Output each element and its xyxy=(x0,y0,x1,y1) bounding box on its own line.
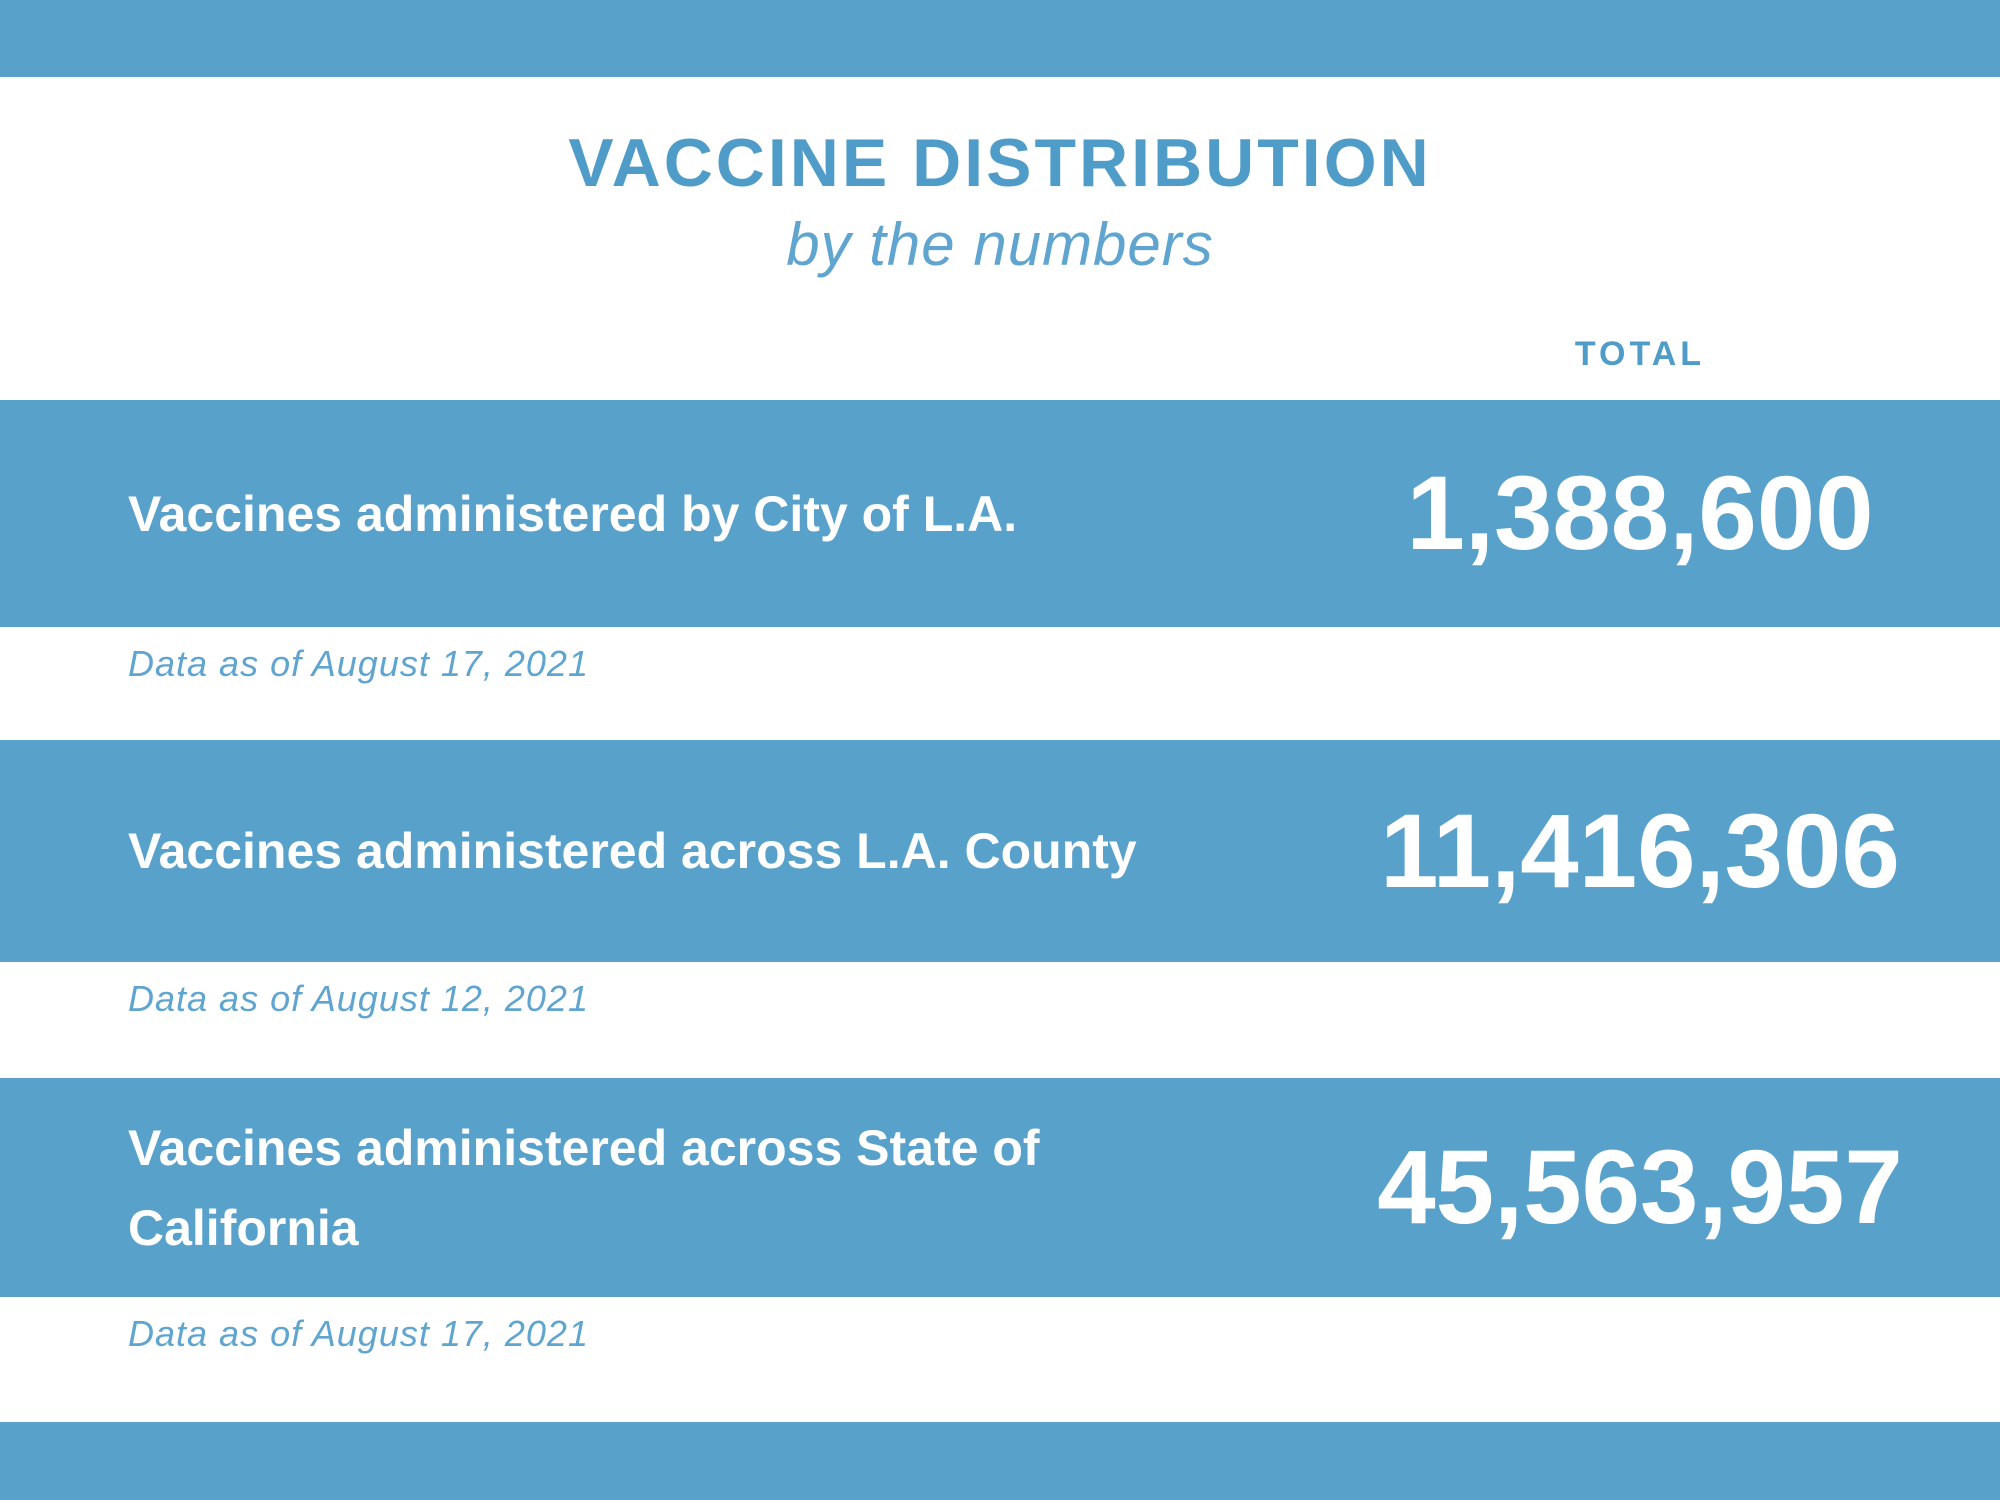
row-city-of-la-total: 1,388,600 xyxy=(1406,455,1874,572)
row-city-of-la-note-area xyxy=(0,627,2000,740)
row-city-of-la xyxy=(0,400,2000,627)
row-city-of-la-label: Vaccines administered by City of L.A. xyxy=(128,485,1018,542)
row-la-county-note: Data as of August 12, 2021 xyxy=(128,978,589,1019)
top-accent-strip xyxy=(0,0,2000,77)
row-la-county-total: 11,416,306 xyxy=(1380,792,1900,910)
page-subtitle: by the numbers xyxy=(786,211,1214,278)
total-column-header-row xyxy=(1340,335,1940,374)
row-city-of-la-note: Data as of August 17, 2021 xyxy=(128,643,589,684)
row-state-of-california-note-area xyxy=(0,1297,2000,1422)
row-la-county-note-area xyxy=(0,962,2000,1078)
total-column-header: TOTAL xyxy=(1574,335,1706,373)
row-state-of-california-note: Data as of August 17, 2021 xyxy=(128,1313,589,1354)
row-state-of-california-label: Vaccines administered across State of California xyxy=(128,1119,1040,1256)
bottom-accent-strip xyxy=(0,1422,2000,1500)
header xyxy=(0,77,2000,400)
row-state-of-california-total: 45,563,957 xyxy=(1377,1129,1903,1246)
page-title: VACCINE DISTRIBUTION xyxy=(568,125,1432,201)
row-la-county-label: Vaccines administered across L.A. County xyxy=(128,823,1137,879)
row-la-county xyxy=(0,740,2000,962)
row-state-of-california xyxy=(0,1078,2000,1297)
